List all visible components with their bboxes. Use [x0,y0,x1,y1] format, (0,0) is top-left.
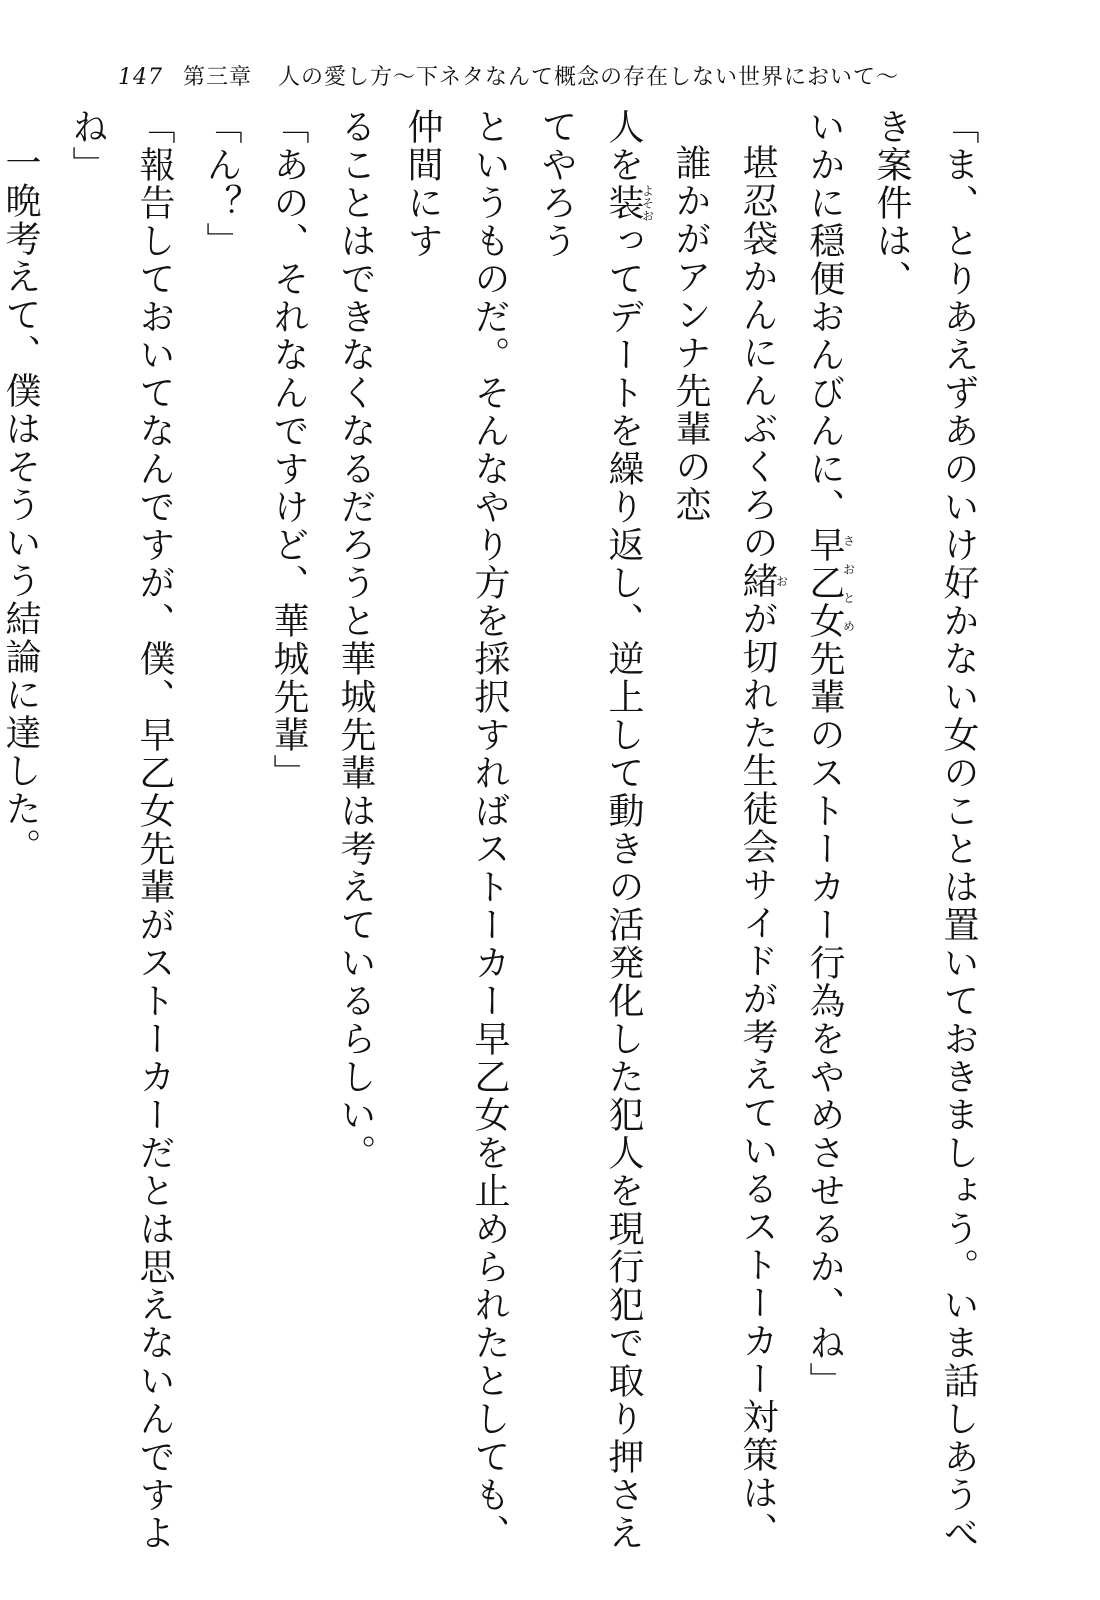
furigana: 緒お [737,562,789,600]
running-header [118,60,899,91]
text-line: 人を装よそおってデートを繰り返し、逆上して動きの活発化した犯人を現行犯で取り押さえてやろう [536,108,655,1552]
furigana: 早乙女さおとめ [804,526,856,640]
text-line: いかに穏便おんびんに、早乙女さおとめ先輩のストーカー行為をやめさせるか、ね」 [804,108,856,1400]
text-line: 堪忍袋かんにんぶくろの緒おが切れた生徒会サイドが考えているストーカー対策は、誰かがアンナ先輩の恋 [670,144,789,1550]
furigana: 装よそお [603,184,655,222]
text-line: 一晩考えて、僕はそういう結論に達した。 [0,144,41,866]
text-line: 「ん？」 [201,108,242,260]
text-line: 「ま、とりあえずあのいけ好かない女のことは置いておきましょう。いま話しあうべき案件は、 [871,108,979,1552]
page-number: 147 [118,65,163,90]
chapter-title: 人の愛し方〜下ネタなんて概念の存在しない世界において〜 [278,65,900,90]
text-line: 「あの、それなんですけど、華城先輩」 [268,108,309,792]
text-line: 「報告しておいてなんですが、僕、早乙女先輩がストーカーだとは思えないんですよね」 [67,108,175,1552]
chapter-label: 第三章 [183,65,253,90]
text-line: というものだ。そんなやり方を採択すればストーカー早乙女を止められたとしても、仲間にす [402,108,510,1552]
vertical-text-body [0,108,992,1578]
text-line: ることはできなくなるだろうと華城先輩は考えているらしい。 [335,108,376,1172]
